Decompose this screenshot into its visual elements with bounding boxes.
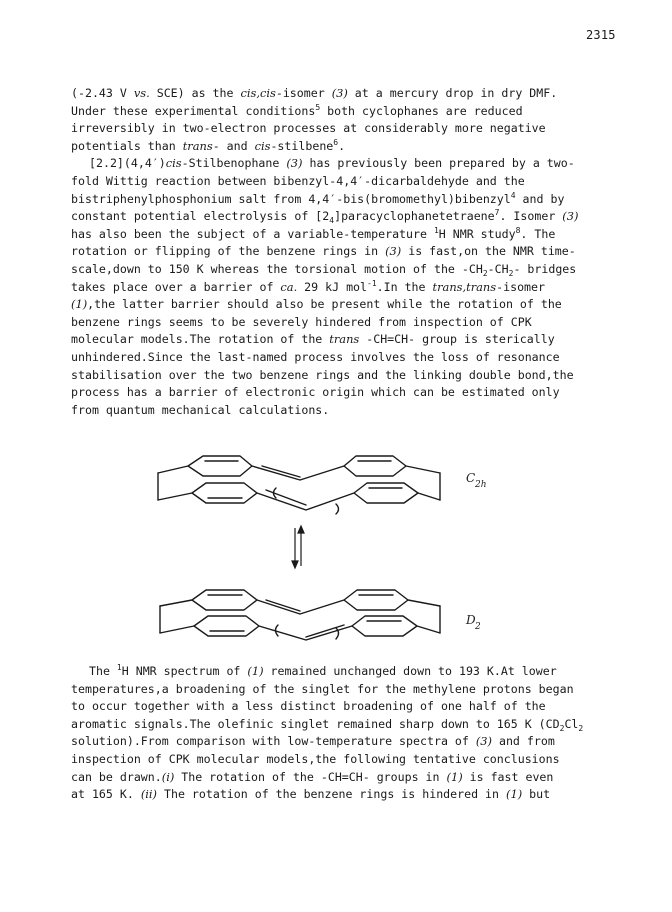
symmetry-label-c2h: C xyxy=(466,471,476,485)
benzene-ring xyxy=(352,616,417,636)
symmetry-label-d2: D xyxy=(466,613,476,627)
text-run: is fast,on the NMR time- xyxy=(401,244,576,259)
benzene-ring xyxy=(192,483,257,503)
text-line xyxy=(71,208,631,226)
text-run: at 165 K. xyxy=(71,787,141,802)
text-line: from quantum mechanical calculations. xyxy=(71,402,330,417)
compound-ref: (3) xyxy=(562,209,579,224)
equilibrium-arrows-icon xyxy=(292,526,304,568)
text-run: -stilbene xyxy=(270,138,334,153)
text-run: and from xyxy=(491,734,555,749)
compound-ref: (3) xyxy=(475,734,492,749)
compound-ref: (1) xyxy=(506,787,523,802)
subscript: 2 xyxy=(559,723,565,733)
subscript: 2 xyxy=(508,268,514,278)
text-run: aromatic signals.The olefinic singlet remained sharp down to 165 K (CD xyxy=(71,716,560,731)
text-run: but xyxy=(522,787,551,802)
text-run: H NMR spectrum of xyxy=(121,664,248,678)
benzene-ring xyxy=(354,483,418,503)
text-run: -isomer xyxy=(275,86,332,100)
text-run: can be drawn. xyxy=(71,769,162,784)
text-line xyxy=(71,716,631,734)
text-italic: cis xyxy=(254,138,271,153)
reference-superscript: 7 xyxy=(494,208,500,218)
vinylene-double-bond xyxy=(306,625,344,637)
text-italic: ca. xyxy=(280,279,298,294)
subscript: 2 xyxy=(482,268,488,278)
text-run: -isomer xyxy=(496,279,545,294)
subscript: 4 xyxy=(329,216,335,226)
text-run: -CH xyxy=(487,261,509,276)
bridge-bond xyxy=(406,466,440,473)
text-line: benzene rings seems to be severely hindered from inspection of CPK xyxy=(71,314,532,329)
text-run: ]paracyclophanetetraene xyxy=(334,209,495,224)
text-run: -CH=CH- group is sterically xyxy=(359,332,555,347)
text-top xyxy=(71,85,631,419)
compound-ref: (1) xyxy=(71,297,88,312)
reference-superscript: 6 xyxy=(333,137,339,147)
text-run: solution).From comparison with low-temperature spectra of xyxy=(71,734,476,749)
text-line: irreversibly in two-electron processes at considerably more negative xyxy=(71,121,546,136)
benzene-ring xyxy=(194,616,259,636)
text-line xyxy=(71,155,631,173)
text-line xyxy=(71,733,631,751)
bridge-bond xyxy=(160,626,194,633)
text-line: to occur together with a less distinct broadening of one half of the xyxy=(71,699,546,714)
text-run: . xyxy=(338,138,346,153)
reference-superscript: 5 xyxy=(315,102,321,112)
text-line xyxy=(71,85,631,103)
text-line xyxy=(71,279,631,297)
text-line xyxy=(71,331,631,349)
symmetry-label-c2h-sub: 2h xyxy=(475,480,487,490)
benzene-ring xyxy=(344,590,408,610)
text-run: - and xyxy=(212,138,255,153)
text-run: The xyxy=(89,664,117,678)
text-line: inspection of CPK molecular models,the following tentative conclusions xyxy=(71,751,560,766)
text-run: .In the xyxy=(376,279,433,294)
text-bottom xyxy=(71,663,631,804)
text-run: bistriphenylphosphonium salt from 4,4′-bis(bromomethyl)bibenzyl xyxy=(71,191,511,206)
text-run: Under these experimental conditions xyxy=(71,103,316,118)
bridge-bond xyxy=(158,466,188,473)
text-line: temperatures,a broadening of the singlet for the methylene protons began xyxy=(71,681,574,696)
text-line: unhindered.Since the last-named process involves the loss of resonance xyxy=(71,349,560,364)
compound-ref: (3) xyxy=(286,156,303,171)
superscript: 1 xyxy=(116,663,122,672)
text-italic: trans,trans xyxy=(432,279,497,294)
text-line xyxy=(71,226,631,244)
text-run: rotation or flipping of the benzene rings in xyxy=(71,244,386,259)
text-run: SCE) as the xyxy=(149,86,241,100)
bridge-bond xyxy=(408,600,440,606)
text-run: takes place over a barrier of xyxy=(71,279,281,294)
vinylene-double-bond xyxy=(262,466,300,477)
subscript: 2 xyxy=(578,723,584,733)
text-run: -Stilbenophane xyxy=(181,156,287,171)
bridge-bond xyxy=(158,493,192,500)
text-run: both cyclophanes are reduced xyxy=(320,103,523,118)
text-line xyxy=(71,103,631,121)
rotation-arc xyxy=(274,488,277,498)
text-line xyxy=(71,261,631,279)
text-run: . The xyxy=(520,226,556,241)
text-line xyxy=(71,663,631,681)
text-run: ,the latter barrier should also be present while the rotation of the xyxy=(87,297,562,312)
benzene-ring xyxy=(192,590,257,610)
text-run: potentials than xyxy=(71,138,183,153)
text-italic: cis,cis xyxy=(240,86,276,100)
rotation-arc xyxy=(336,628,339,639)
text-run: The rotation of the -CH=CH- groups in xyxy=(174,769,447,784)
text-line xyxy=(71,191,631,209)
text-line xyxy=(71,296,631,314)
text-run: and by xyxy=(515,191,565,206)
text-line xyxy=(71,786,631,804)
superscript: -1 xyxy=(367,278,377,288)
text-run: constant potential electrolysis of [2 xyxy=(71,209,330,224)
d2-conformer-structure xyxy=(160,590,440,640)
text-italic: trans xyxy=(329,332,360,347)
text-run: at a mercury drop in dry DMF. xyxy=(347,86,558,100)
text-run: [2.2](4,4′) xyxy=(89,156,166,171)
text-run: has also been the subject of a variable-temperature xyxy=(71,226,434,241)
page-number: 2315 xyxy=(586,28,616,42)
text-run: remained unchanged down to 193 K.At lower xyxy=(263,664,557,678)
text-run: The rotation of the benzene rings is hindered in xyxy=(157,787,507,802)
compound-ref: (1) xyxy=(446,769,463,784)
text-run: H NMR study xyxy=(438,226,516,241)
rotation-arc xyxy=(276,625,279,636)
text-line xyxy=(71,243,631,261)
rotation-arc xyxy=(336,504,339,514)
c2h-conformer-structure xyxy=(158,456,440,514)
benzene-ring xyxy=(188,456,252,476)
text-line xyxy=(71,138,631,156)
compound-ref: (3) xyxy=(331,86,348,100)
text-run: scale,down to 150 K whereas the torsional motion of the -CH xyxy=(71,261,483,276)
text-line: process has a barrier of electronic origin which can be estimated only xyxy=(71,385,560,400)
benzene-ring xyxy=(344,456,406,476)
bridge-bond xyxy=(418,493,440,500)
text-run: (-2.43 V xyxy=(71,86,134,100)
text-italic: trans xyxy=(182,138,213,153)
text-line: stabilisation over the two benzene rings and the linking double bond,the xyxy=(71,367,574,382)
bridge-bond xyxy=(417,626,440,633)
compound-ref: (1) xyxy=(247,664,264,678)
text-run: Cl xyxy=(564,716,579,731)
vinylene-bond xyxy=(252,466,344,480)
vinylene-bond xyxy=(257,600,344,614)
text-line: fold Wittig reaction between bibenzyl-4,4′-dicarbaldehyde and the xyxy=(71,173,525,188)
arrow-up-head xyxy=(298,526,304,533)
text-run: . Isomer xyxy=(499,209,563,224)
bridge-bond xyxy=(160,600,192,606)
list-marker: (ii) xyxy=(140,787,157,802)
compound-ref: (3) xyxy=(385,244,402,259)
text-run: - bridges xyxy=(513,261,577,276)
text-run: is fast even xyxy=(462,769,554,784)
vinylene-double-bond xyxy=(266,490,306,505)
symmetry-label-d2-sub: 2 xyxy=(475,622,481,632)
text-line xyxy=(71,769,631,787)
reference-superscript: 8 xyxy=(515,225,521,235)
text-run: has previously been prepared by a two- xyxy=(302,156,575,171)
vinylene-bond xyxy=(259,626,352,640)
arrow-down-head xyxy=(292,561,298,568)
text-italic: vs. xyxy=(133,86,150,100)
reference-superscript: 4 xyxy=(510,190,516,200)
list-marker: (i) xyxy=(161,769,175,784)
vinylene-double-bond xyxy=(266,600,300,611)
text-run: molecular models.The rotation of the xyxy=(71,332,330,347)
text-italic: cis xyxy=(165,156,182,171)
superscript: 1 xyxy=(433,225,439,235)
text-run: 29 kJ mol xyxy=(297,279,368,294)
vinylene-bond xyxy=(257,493,354,510)
